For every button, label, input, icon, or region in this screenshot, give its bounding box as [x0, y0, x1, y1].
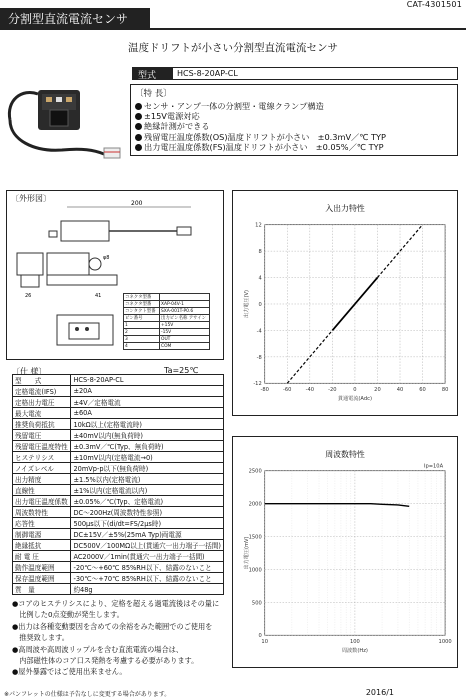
spec-row: [13, 551, 224, 562]
spec-key: 直線性: [13, 485, 71, 496]
spec-value: 500μs以下(di/dt=FS/2μs時): [71, 518, 224, 529]
features-box: [130, 84, 458, 156]
y-tick-label: -12: [253, 381, 262, 388]
spec-value: ±0.3mV／℃(Typ、無負荷時): [71, 441, 224, 452]
spec-row: [13, 540, 224, 551]
spec-value: 20mVp-p以下(無負荷時): [71, 463, 224, 474]
spec-row: [13, 496, 224, 507]
bullet-icon: [135, 113, 142, 120]
connector-cell: [160, 294, 210, 301]
spec-row: [13, 529, 224, 540]
feature-item: 絶縁計測ができる: [135, 121, 453, 131]
y-axis-label: 出力電圧(V): [243, 289, 250, 319]
spec-value: DC±15V／±5%(25mA Typ)両電源: [71, 529, 224, 540]
dimension-title: 〔外形図〕: [11, 194, 51, 203]
note-line: 比例した0点変動が発生します。: [12, 610, 124, 620]
spec-value: -20℃〜+60℃ 85%RH以下、結露のないこと: [71, 562, 224, 573]
connector-cell: -15V: [160, 329, 210, 336]
spec-ambient: Ta=25℃: [164, 366, 199, 375]
spec-key: 残留電圧: [13, 430, 71, 441]
title-rule: [0, 28, 466, 30]
connector-cell: 1: [124, 322, 160, 329]
spec-value: DC500V／100MΩ以上(貫通穴一出力端子一括間): [71, 540, 224, 551]
spec-value: DC〜200Hz(周波数特性参照): [71, 507, 224, 518]
y-tick-label: 0: [258, 633, 262, 640]
connector-cell: コンタクト型番: [124, 308, 160, 315]
connector-cell: COM: [160, 343, 210, 350]
spec-row: [13, 584, 224, 595]
spec-row: [13, 452, 224, 463]
x-tick-label: -20: [328, 387, 337, 394]
connector-row: [124, 315, 210, 322]
spec-row: [13, 386, 224, 397]
y-tick-label: 2000: [248, 501, 262, 508]
connector-row: [124, 301, 210, 308]
spec-row: [13, 573, 224, 584]
spec-row: [13, 507, 224, 518]
y-tick-label: 0: [258, 301, 262, 308]
spec-row: [13, 518, 224, 529]
y-tick-label: -8: [256, 354, 262, 361]
model-label: 型式: [132, 67, 172, 80]
dim-41-label: 41: [95, 293, 102, 299]
dim-200-label: 200: [131, 200, 143, 207]
connector-table: [123, 293, 210, 350]
spec-value: ±40mV以内(無負荷時): [71, 430, 224, 441]
x-tick-label: -80: [260, 387, 269, 394]
connector-cell: ピン番号: [124, 315, 160, 322]
spec-table: [12, 374, 224, 595]
x-tick-label: 10: [261, 639, 268, 646]
spec-row: [13, 430, 224, 441]
spec-row: [13, 419, 224, 430]
notes: [12, 598, 232, 678]
x-tick-label: 60: [419, 387, 426, 394]
spec-key: 応答性: [13, 518, 71, 529]
chart-title: 入出力特性: [325, 203, 365, 213]
spec-value: ±0.05%／℃(Typ、定格電流): [71, 496, 224, 507]
y-tick-label: 1000: [248, 567, 262, 574]
spec-value: 約48g: [71, 584, 224, 595]
bullet-icon: [135, 123, 142, 130]
x-tick-label: 0: [353, 387, 357, 394]
spec-key: 定格出力電圧: [13, 397, 71, 408]
spec-key: 定格電流(IFS): [13, 386, 71, 397]
y-axis-label: 出力電圧(mV): [243, 536, 250, 570]
spec-key: 制御電源: [13, 529, 71, 540]
spec-value: ±1%以内(定格電流以内): [71, 485, 224, 496]
note-line: ●出力は各種変動要因を含めての余裕をみた範囲でのご使用を: [12, 621, 213, 631]
spec-key: 質 量: [13, 584, 71, 595]
spec-key: 最大電流: [13, 408, 71, 419]
dimension-drawing-box: [6, 190, 224, 360]
spec-row: [13, 485, 224, 496]
x-tick-label: 1000: [438, 639, 452, 646]
bullet-icon: [135, 134, 142, 141]
dim-phi8-label: φ8: [103, 255, 110, 261]
y-tick-label: -4: [256, 328, 262, 335]
note-line: 内部磁性体のコア口ス発熱を考慮する必要があります。: [12, 656, 199, 666]
footnote: ※パンフレットの仕様は予告なしに変更する場合があります。: [4, 691, 171, 698]
spec-key: 保存温度範囲: [13, 573, 71, 584]
connector-cell: 3: [124, 336, 160, 343]
spec-key: 出力電圧温度係数: [13, 496, 71, 507]
spec-value: -30℃〜+70℃ 85%RH以下、結露のないこと: [71, 573, 224, 584]
connector-row: [124, 336, 210, 343]
connector-cell: 4: [124, 343, 160, 350]
connector-cell: 出力ピン名称 アサイン: [160, 315, 210, 322]
connector-cell: コネクタ型番: [124, 301, 160, 308]
connector-cell: XAP-04V-1: [160, 301, 210, 308]
note-line: ●高周波や高周波リップルを含む直流電流の場合は、: [12, 644, 184, 654]
connector-cell: SXA-001T-P0.6: [160, 308, 210, 315]
catalog-number: CAT-4301501: [406, 0, 462, 9]
connector-row: [124, 329, 210, 336]
connector-cell: コネクタ型番: [124, 294, 160, 301]
spec-value: ±60A: [71, 408, 224, 419]
connector-row: [124, 322, 210, 329]
spec-row: [13, 474, 224, 485]
connector-row: [124, 294, 210, 301]
y-tick-label: 12: [255, 222, 262, 229]
note-line: ●屋外暴露ではご使用出来ません。: [12, 667, 127, 677]
spec-row: [13, 463, 224, 474]
x-tick-label: -40: [305, 387, 315, 394]
spec-value: AC2000V／1min(貫通穴一出力端子一括間): [71, 551, 224, 562]
x-axis-label: 周波数(Hz): [341, 648, 368, 655]
connector-row: [124, 308, 210, 315]
connector-cell: +15V: [160, 322, 210, 329]
y-tick-label: 1500: [248, 534, 262, 541]
feature-item: センサ・アンプ一体の分割型・電線クランプ構造: [135, 101, 453, 111]
dim-26-label: 26: [25, 293, 32, 299]
note-line: 推奨致します。: [12, 633, 69, 643]
spec-key: 型 式: [13, 375, 71, 386]
y-tick-label: 500: [251, 600, 262, 607]
page-title: 分割型直流電流センサ: [0, 8, 150, 28]
x-tick-label: 20: [374, 387, 381, 394]
product-photo: [4, 80, 126, 160]
spec-row: [13, 408, 224, 419]
feature-item: 残留電圧温度係数(OS)温度ドリフトが小さい ±0.3mV／℃ TYP: [135, 132, 453, 142]
spec-key: 推奨負荷抵抗: [13, 419, 71, 430]
spec-value: ±1.5%以内(定格電流): [71, 474, 224, 485]
spec-value: ±10mV以内(定格電流→0): [71, 452, 224, 463]
spec-row: [13, 562, 224, 573]
series-line: [265, 504, 409, 507]
spec-key: 周波数特性: [13, 507, 71, 518]
connector-cell: 2: [124, 329, 160, 336]
spec-value: ±4V／定格電流: [71, 397, 224, 408]
bullet-icon: [135, 144, 142, 151]
x-tick-label: 80: [441, 387, 449, 394]
connector-cell: OUT: [160, 336, 210, 343]
io-characteristic-chart: [232, 190, 458, 416]
x-tick-label: -60: [283, 387, 292, 394]
feature-item: ±15V電源対応: [135, 111, 453, 121]
spec-key: 動作温度範囲: [13, 562, 71, 573]
frequency-characteristic-chart: [232, 436, 458, 668]
x-tick-label: 100: [350, 639, 360, 646]
bullet-icon: [135, 103, 142, 110]
spec-value: HCS-8-20AP-CL: [71, 375, 224, 386]
spec-key: 耐 電 圧: [13, 551, 71, 562]
chart-title: 周波数特性: [325, 449, 365, 459]
spec-row: [13, 441, 224, 452]
y-tick-label: 2500: [248, 468, 262, 475]
y-tick-label: 8: [258, 249, 262, 256]
y-tick-label: 4: [258, 275, 262, 282]
x-tick-label: 40: [396, 387, 404, 394]
spec-key: 出力精度: [13, 474, 71, 485]
connector-row: [124, 343, 210, 350]
page-subtitle: 温度ドリフトが小さい分割型直流電流センサ: [128, 42, 338, 54]
spec-row: [13, 375, 224, 386]
x-axis-label: 貫通電流(Adc): [337, 396, 372, 403]
spec-key: ヒステリシス: [13, 452, 71, 463]
features-title: 〔特 長〕: [135, 89, 172, 99]
spec-key: 残留電圧温度特性: [13, 441, 71, 452]
feature-item: 出力電圧温度係数(FS)温度ドリフトが小さい ±0.05%／℃ TYP: [135, 142, 453, 152]
model-value: HCS-8-20AP-CL: [172, 67, 458, 80]
note-line: ●コアのヒステリシスにより、定格を超える過電流後はその量に: [12, 599, 220, 608]
spec-value: ±20A: [71, 386, 224, 397]
spec-row: [13, 397, 224, 408]
spec-value: 10kΩ以上(定格電流時): [71, 419, 224, 430]
issue-date: 2016/1: [365, 688, 394, 697]
spec-title: 〔仕 様〕: [12, 367, 47, 376]
spec-key: 絶縁抵抗: [13, 540, 71, 551]
chart-annotation: Ip=10A: [423, 463, 444, 470]
spec-key: ノイズレベル: [13, 463, 71, 474]
